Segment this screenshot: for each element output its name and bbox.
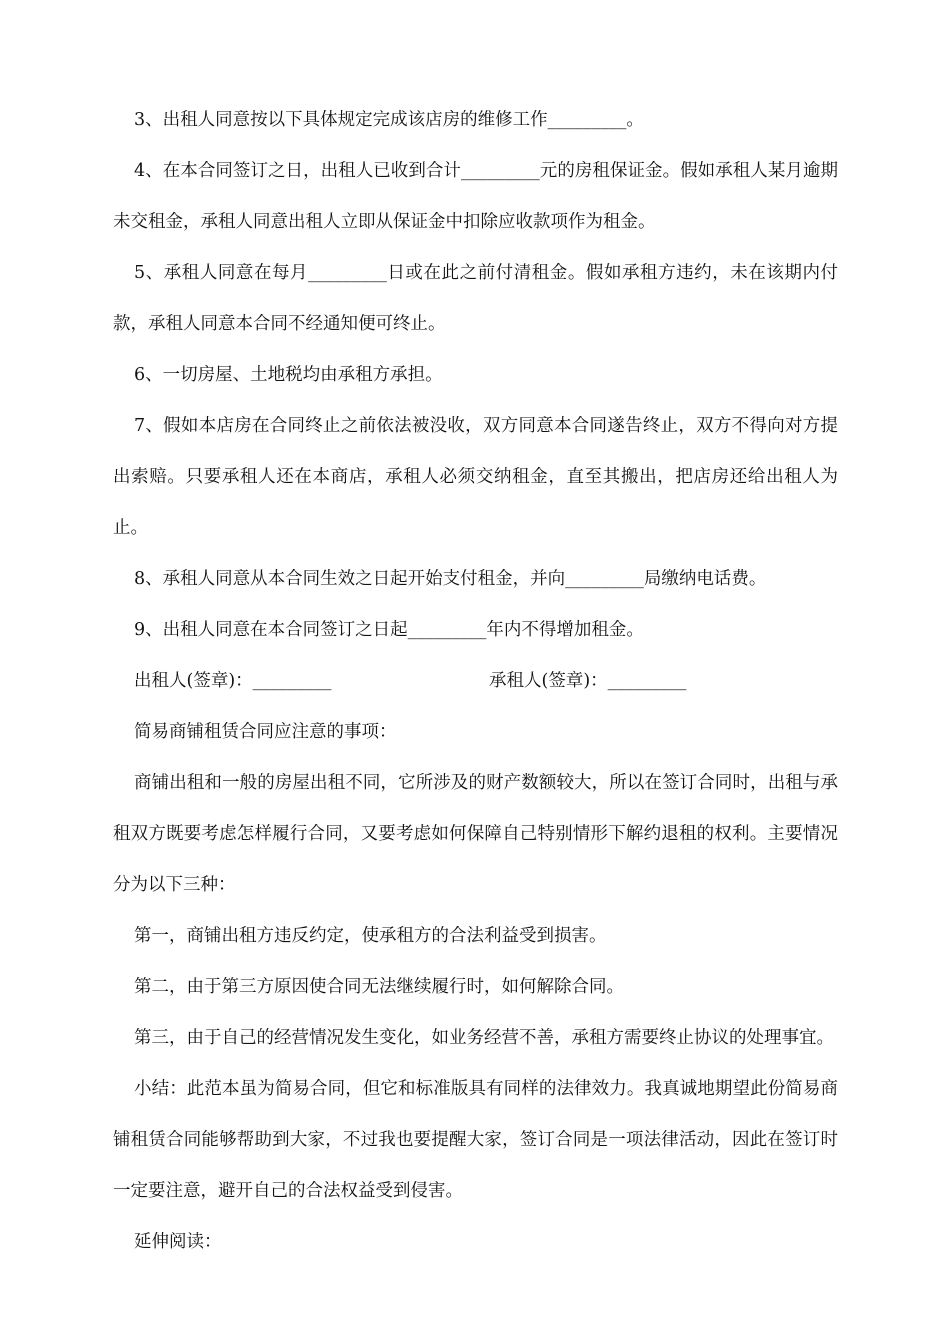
notes-intro: 商铺出租和一般的房屋出租不同，它所涉及的财产数额较大，所以在签订合同时，出租与承租双方既要考虑怎样履行合同，又要考虑如何保障自己特别情形下解约退租的权利。主要情况分为以下三种： [113,773,838,895]
lessee-signature: 承租人(签章)：_________ [489,671,687,691]
further-reading-heading: 延伸阅读： [134,1232,222,1252]
clause-9: 9、出租人同意在本合同签订之日起_________年内不得增加租金。 [134,620,644,640]
note-third: 第三，由于自己的经营情况发生变化，如业务经营不善，承租方需要终止协议的处理事宜。 [134,1028,834,1048]
clause-3: 3、出租人同意按以下具体规定完成该店房的维修工作_________。 [134,110,644,130]
note-second: 第二，由于第三方原因使合同无法继续履行时，如何解除合同。 [134,977,624,997]
notes-heading: 简易商铺租赁合同应注意的事项： [134,722,397,742]
document-body [113,95,838,1268]
clause-4: 4、在本合同签订之日，出租人已收到合计_________元的房租保证金。假如承租人某月逾期未交租金，承租人同意出租人立即从保证金中扣除应收款项作为租金。 [113,161,838,232]
note-first: 第一，商铺出租方违反约定，使承租方的合法利益受到损害。 [134,926,607,946]
lessor-signature: 出租人(签章)：_________ [134,671,332,691]
summary-paragraph: 小结：此范本虽为简易合同，但它和标准版具有同样的法律效力。我真诚地期望此份简易商铺租赁合同能够帮助到大家，不过我也要提醒大家，签订合同是一项法律活动，因此在签订时一定要注意，避开自己的合法权益受到侵害。 [113,1079,838,1201]
clause-5: 5、承租人同意在每月_________日或在此之前付清租金。假如承租方违约，未在该期内付款，承租人同意本合同不经通知便可终止。 [113,263,838,334]
clause-8: 8、承租人同意从本合同生效之日起开始支付租金，并向_________局缴纳电话费。 [134,569,767,589]
signature-line [113,656,838,707]
clause-7: 7、假如本店房在合同终止之前依法被没收，双方同意本合同遂告终止，双方不得向对方提出索赔。只要承租人还在本商店，承租人必须交纳租金，直至其搬出，把店房还给出租人为止。 [113,416,838,538]
clause-6: 6、一切房屋、土地税均由承租方承担。 [134,365,443,385]
